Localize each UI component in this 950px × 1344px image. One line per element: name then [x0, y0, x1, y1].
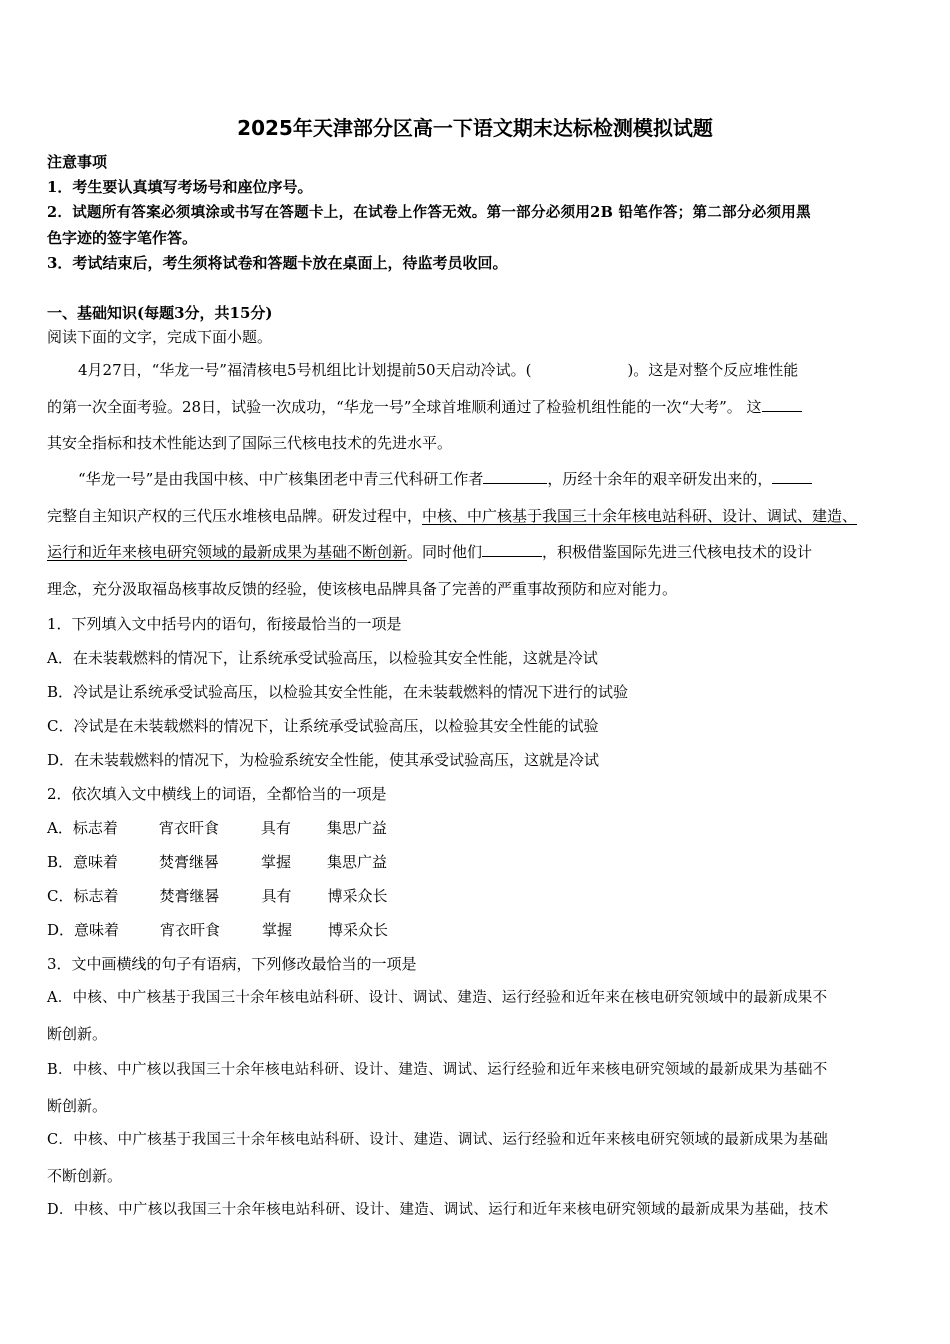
passage-text: 的第一次全面考验。28日，试验一次成功，“华龙一号”全球首堆顺利通过了检验机组性能的一次“大考”。 这 [47, 398, 762, 416]
question-stem: 2．依次填入文中横线上的词语，全都恰当的一项是 [47, 785, 387, 803]
notice-item: 2．试题所有答案必须填涂或书写在答题卡上，在试卷上作答无效。第一部分必须用2B 铅笔作答；第二部分必须用黑 [47, 204, 811, 221]
question-option[interactable]: C．冷试是在未装载燃料的情况下，让系统承受试验高压，以检验其安全性能的试验 [47, 717, 599, 735]
option-letter: A． [47, 819, 73, 837]
question-stem: 1．下列填入文中括号内的语句，衔接最恰当的一项是 [47, 615, 402, 633]
question-option[interactable]: B．中核、中广核以我国三十余年核电站科研、设计、建造、调试、运行经验和近年来核电研究领域的最新成果为基础不 [47, 1062, 828, 1078]
fill-blank[interactable] [482, 542, 542, 557]
section-heading: 一、基础知识(每题3分，共15分) [47, 304, 273, 322]
question-option-continued[interactable]: 断创新。 [47, 1025, 108, 1043]
notice-item: 1．考生要认真填写考场号和座位序号。 [47, 178, 313, 196]
page-title: 2025年天津部分区高一下语文期末达标检测模拟试题 [237, 116, 713, 140]
question-option[interactable] [47, 852, 387, 872]
passage-line [78, 360, 798, 380]
question-option-continued[interactable]: 断创新。 [47, 1097, 108, 1115]
option-word: 标志着 [72, 819, 118, 837]
option-word: 具有 [260, 819, 291, 837]
question-option[interactable]: B．冷试是让系统承受试验高压，以检验其安全性能，在未装载燃料的情况下进行的试验 [47, 683, 629, 701]
option-word: 具有 [261, 887, 292, 905]
question-option[interactable]: D．中核、中广核以我国三十余年核电站科研、设计、建造、调试、运行和近年来核电研究领域的最新成果为基础，技术 [47, 1202, 829, 1218]
reading-intro: 阅读下面的文字，完成下面小题。 [47, 328, 273, 346]
passage-text: ，积极借鉴国际先进三代核电技术的设计 [542, 543, 813, 561]
question-option[interactable]: C．中核、中广核基于我国三十余年核电站科研、设计、建造、调试、运行经验和近年来核电研究领域的最新成果为基础 [47, 1132, 828, 1148]
passage-text: “华龙一号”是由我国中核、中广核集团老中青三代科研工作者 [78, 470, 484, 488]
underlined-sentence: 中核、中广核基于我国三十余年核电站科研、设计、调试、建造、 [422, 507, 858, 525]
notice-item: 3．考试结束后，考生须将试卷和答题卡放在桌面上，待监考员收回。 [47, 254, 508, 272]
option-word: 焚膏继晷 [159, 887, 220, 905]
option-word: 意味着 [73, 853, 119, 871]
passage-text: ，历经十余年的艰辛研发出来的， [547, 470, 773, 488]
option-word: 标志着 [73, 887, 119, 905]
fill-blank[interactable] [762, 397, 802, 412]
passage-text: 。同时他们 [407, 543, 483, 561]
question-stem: 3．文中画横线的句子有语病，下列修改最恰当的一项是 [47, 955, 417, 973]
option-letter: B． [47, 853, 74, 871]
fill-blank[interactable] [772, 469, 812, 484]
question-option[interactable] [47, 886, 388, 906]
fill-blank[interactable] [483, 469, 547, 484]
question-option-continued[interactable]: 不断创新。 [47, 1167, 123, 1185]
option-word: 宵衣旰食 [158, 819, 219, 837]
passage-line [47, 542, 812, 562]
option-word: 宵衣旰食 [160, 921, 221, 939]
option-word: 集思广益 [327, 853, 388, 871]
passage-text: 完整自主知识产权的三代压水堆核电品牌。研发过程中， [47, 507, 423, 525]
option-letter: D． [47, 921, 75, 939]
option-word: 集思广益 [326, 819, 387, 837]
passage-line: 其安全指标和技术性能达到了国际三代核电技术的先进水平。 [47, 434, 453, 452]
passage-text: 4月27日，“华龙一号”福清核电5号机组比计划提前50天启动冷试。( [78, 361, 532, 379]
underlined-sentence: 运行和近年来核电研究领域的最新成果为基础不断创新 [47, 543, 408, 561]
option-word: 博采众长 [328, 921, 389, 939]
passage-line [78, 469, 812, 489]
passage-line [47, 397, 802, 417]
passage-line: 理念，充分汲取福岛核事故反馈的经验，使该核电品牌具备了完善的严重事故预防和应对能力。 [47, 580, 678, 598]
question-option[interactable]: D．在未装载燃料的情况下，为检验系统安全性能，使其承受试验高压，这就是冷试 [47, 751, 600, 769]
passage-line [47, 506, 857, 526]
question-option[interactable]: A．中核、中广核基于我国三十余年核电站科研、设计、调试、建造、运行经验和近年来在核电研究领域中的最新成果不 [47, 990, 828, 1006]
option-word: 意味着 [74, 921, 120, 939]
passage-text: )。这是对整个反应堆性能 [627, 361, 799, 379]
question-option[interactable]: A．在未装载燃料的情况下，让系统承受试验高压，以检验其安全性能，这就是冷试 [47, 649, 598, 667]
question-option[interactable] [47, 818, 387, 838]
notice-item: 色字迹的签字笔作答。 [47, 229, 198, 247]
option-word: 焚膏继晷 [159, 853, 220, 871]
option-word: 掌握 [261, 853, 292, 871]
question-option[interactable] [47, 920, 388, 940]
option-word: 博采众长 [327, 887, 388, 905]
option-word: 掌握 [262, 921, 293, 939]
notice-heading: 注意事项 [47, 153, 108, 171]
option-letter: C． [47, 887, 74, 905]
